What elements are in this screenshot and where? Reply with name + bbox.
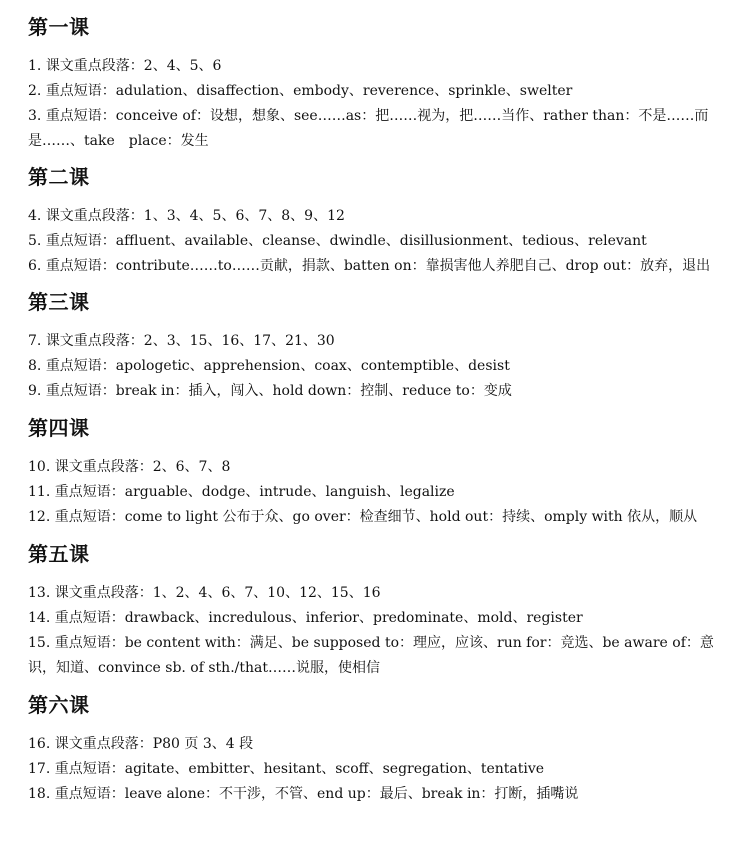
item-text: 重点短语：come to light 公布于众、go over：检查细节、hold out：持续、omply with 依从，顺从 (54, 509, 698, 525)
lesson-heading: 第四课 (28, 416, 90, 440)
item-number: 1. (28, 58, 42, 74)
item-text: 重点短语：apologetic、apprehension、coax、contemptible、desist (45, 358, 510, 374)
list-item (28, 379, 728, 404)
list-item (28, 480, 728, 505)
list-item (28, 354, 728, 379)
item-list (28, 54, 728, 154)
item-number: 12. (28, 509, 51, 525)
item-number: 2. (28, 83, 42, 99)
lesson-heading: 第五课 (28, 542, 90, 566)
item-number: 4. (28, 208, 42, 224)
list-item (28, 782, 728, 807)
item-text: 重点短语：arguable、dodge、intrude、languish、legalize (54, 484, 455, 500)
item-text: 重点短语：affluent、available、cleanse、dwindle、disillusionment、tedious、relevant (45, 233, 647, 249)
lesson-heading: 第一课 (28, 15, 90, 39)
item-number: 6. (28, 258, 42, 274)
document-page (28, 0, 728, 807)
item-text: 课文重点段落：2、6、7、8 (54, 459, 231, 475)
item-list (28, 455, 728, 530)
list-item (28, 757, 728, 782)
item-number: 15. (28, 635, 51, 651)
lesson-section (28, 164, 728, 279)
item-text: 课文重点段落：P80 页 3、4 段 (54, 736, 254, 752)
item-number: 7. (28, 333, 42, 349)
item-text: 课文重点段落：1、2、4、6、7、10、12、15、16 (54, 585, 381, 601)
lesson-section (28, 541, 728, 681)
list-item (28, 455, 728, 480)
list-item (28, 204, 728, 229)
item-text: 课文重点段落：2、4、5、6 (45, 58, 222, 74)
list-item (28, 54, 728, 79)
lesson-section (28, 415, 728, 530)
item-number: 14. (28, 610, 51, 626)
item-number: 16. (28, 736, 51, 752)
item-text: 重点短语：drawback、incredulous、inferior、predominate、mold、register (54, 610, 583, 626)
list-item (28, 229, 728, 254)
list-item (28, 631, 728, 681)
item-number: 17. (28, 761, 51, 777)
item-list (28, 329, 728, 404)
lesson-heading: 第二课 (28, 165, 90, 189)
list-item (28, 254, 728, 279)
lesson-section (28, 14, 728, 154)
item-text: 重点短语：be content with：满足、be supposed to：理应，应该、run for：竞选、be aware of：意识，知道、convince sb. of sth./that……说服，使相信 (28, 635, 714, 676)
lesson-heading: 第三课 (28, 290, 90, 314)
list-item (28, 505, 728, 530)
item-text: 课文重点段落：1、3、4、5、6、7、8、9、12 (45, 208, 345, 224)
item-number: 5. (28, 233, 42, 249)
item-number: 18. (28, 786, 51, 802)
item-text: 重点短语：conceive of：设想，想象、see……as：把……视为，把……当作、rather than：不是……而是……、take place：发生 (28, 108, 709, 149)
item-list (28, 581, 728, 681)
item-text: 课文重点段落：2、3、15、16、17、21、30 (45, 333, 335, 349)
item-text: 重点短语：contribute……to……贡献，捐款、batten on：靠损害他人养肥自己、drop out：放弃，退出 (45, 258, 711, 274)
item-text: 重点短语：leave alone：不干涉，不管、end up：最后、break in：打断，插嘴说 (54, 786, 579, 802)
item-list (28, 732, 728, 807)
item-number: 13. (28, 585, 51, 601)
item-number: 11. (28, 484, 51, 500)
item-number: 10. (28, 459, 51, 475)
item-text: 重点短语：adulation、disaffection、embody、reverence、sprinkle、swelter (45, 83, 573, 99)
item-text: 重点短语：agitate、embitter、hesitant、scoff、segregation、tentative (54, 761, 545, 777)
list-item (28, 606, 728, 631)
lesson-section (28, 289, 728, 404)
list-item (28, 329, 728, 354)
item-list (28, 204, 728, 279)
item-text: 重点短语：break in：插入，闯入、hold down：控制、reduce to：变成 (45, 383, 512, 399)
lesson-section (28, 692, 728, 807)
item-number: 9. (28, 383, 42, 399)
item-number: 8. (28, 358, 42, 374)
item-number: 3. (28, 108, 42, 124)
list-item (28, 79, 728, 104)
lesson-heading: 第六课 (28, 693, 90, 717)
list-item (28, 581, 728, 606)
list-item (28, 732, 728, 757)
list-item (28, 104, 728, 154)
